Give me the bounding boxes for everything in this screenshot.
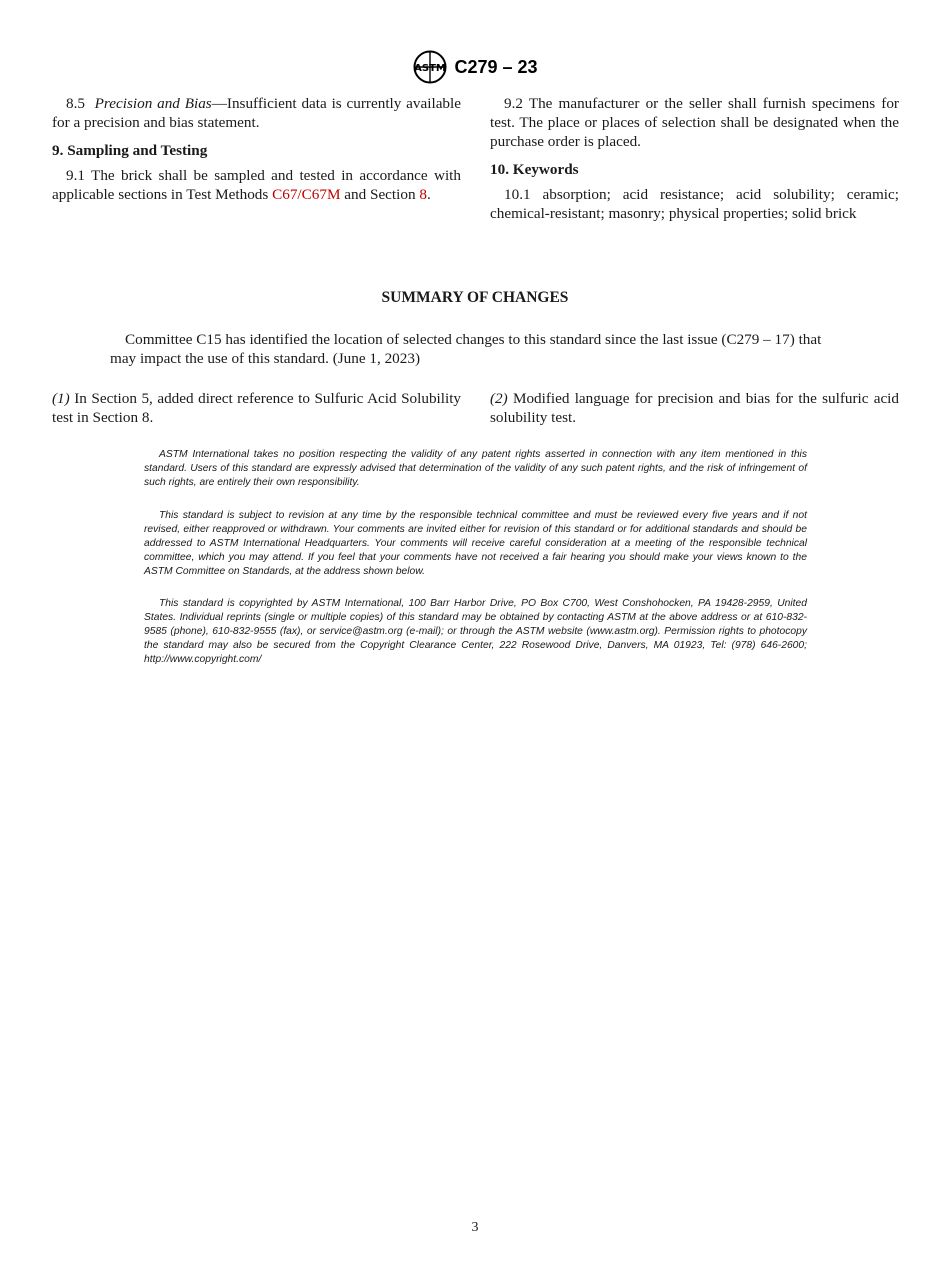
- change-text: In Section 5, added direct reference to Sulfuric Acid Solubility test in Section 8.: [52, 390, 462, 426]
- section-number: 8.5: [66, 95, 85, 112]
- change-text: Modified language for precision and bias for the sulfuric acid solubility test.: [490, 390, 899, 426]
- section-9-1-text: 9.1 The brick shall be sampled and tested in accordance with applicable sections in Test Methods: [52, 167, 461, 203]
- period: .: [426, 186, 431, 203]
- right-column: [490, 94, 899, 223]
- section-9-1: [52, 166, 461, 204]
- change-item-1: [52, 389, 461, 427]
- logo-text: ASTM: [414, 63, 447, 74]
- revision-notice: [144, 509, 807, 579]
- change-item-2: [490, 389, 899, 427]
- patent-notice: [144, 448, 807, 490]
- revision-notice-text: This standard is subject to revision at any time by the responsible technical committee and must be reviewed every five years and if not revised, either reapproved or withdrawn. Your comments are invited either for revision of this standard or for additional standards and should be addressed to ASTM International Headquarters. Your comments will receive careful consideration at a meeting of the responsible technical committee, which you may attend. If you feel that your comments have not received a fair hearing you should make your views known to the ASTM Committee on Standards, at the address shown below.: [144, 510, 807, 577]
- page-number: 3: [471, 1220, 479, 1235]
- section-8-reference-link[interactable]: 8: [419, 186, 427, 203]
- patent-notice-text: ASTM International takes no position respecting the validity of any patent rights asserted in connection with any item mentioned in this standard. Users of this standard are expressly advised that determination of the validity of any such patent rights, and the risk of infringement of such rights, are entirely their own responsibility.: [144, 449, 807, 488]
- copyright-notice: [144, 597, 807, 667]
- change-number: (2): [490, 390, 508, 407]
- astm-logo-icon: [412, 50, 448, 84]
- section-10-heading: 10. Keywords: [490, 161, 579, 178]
- change-number: (1): [52, 390, 70, 407]
- section-9-heading: 9. Sampling and Testing: [52, 142, 208, 159]
- section-9-1-text-b: and Section: [344, 186, 416, 203]
- copyright-notice-text: This standard is copyrighted by ASTM International, 100 Barr Harbor Drive, PO Box C700, West Conshohocken, PA 19428-2959, United States. Individual reprints (single or multiple copies) of this standard may be obtained by contacting ASTM at the above address or at 610-832-9585 (phone), 610-832-9555 (fax), or service@astm.org (e-mail); or through the ASTM website (www.astm.org). Permission rights to photocopy the standard may also be secured from the Copyright Clearance Center, 222 Rosewood Drive, Danvers, MA 01923, Tel: (978) 646-2600; http://www.copyright.com/: [144, 598, 807, 665]
- section-10-1-keywords: 10.1 absorption; acid resistance; acid solubility; ceramic; chemical-resistant; masonry; physical properties; solid brick: [490, 186, 899, 222]
- section-8-5-text: —Insufficient data is currently available for a precision and bias statement.: [52, 95, 461, 131]
- section-8-5: [52, 94, 461, 132]
- section-9-2: 9.2 The manufacturer or the seller shall furnish specimens for test. The place or places of selection shall be designated when the purchase order is placed.: [490, 95, 899, 150]
- left-column: [52, 94, 461, 204]
- standard-designation: C279 – 23: [454, 56, 538, 77]
- summary-of-changes-title: SUMMARY OF CHANGES: [381, 289, 569, 306]
- test-method-reference-link[interactable]: C67/C67M: [272, 186, 341, 203]
- summary-intro: Committee C15 has identified the location of selected changes to this standard since the last issue (C279 – 17) that may impact the use of this standard. (June 1, 2023): [110, 331, 822, 367]
- section-8-5-title: Precision and Bias: [94, 95, 212, 112]
- page-header: [0, 50, 950, 84]
